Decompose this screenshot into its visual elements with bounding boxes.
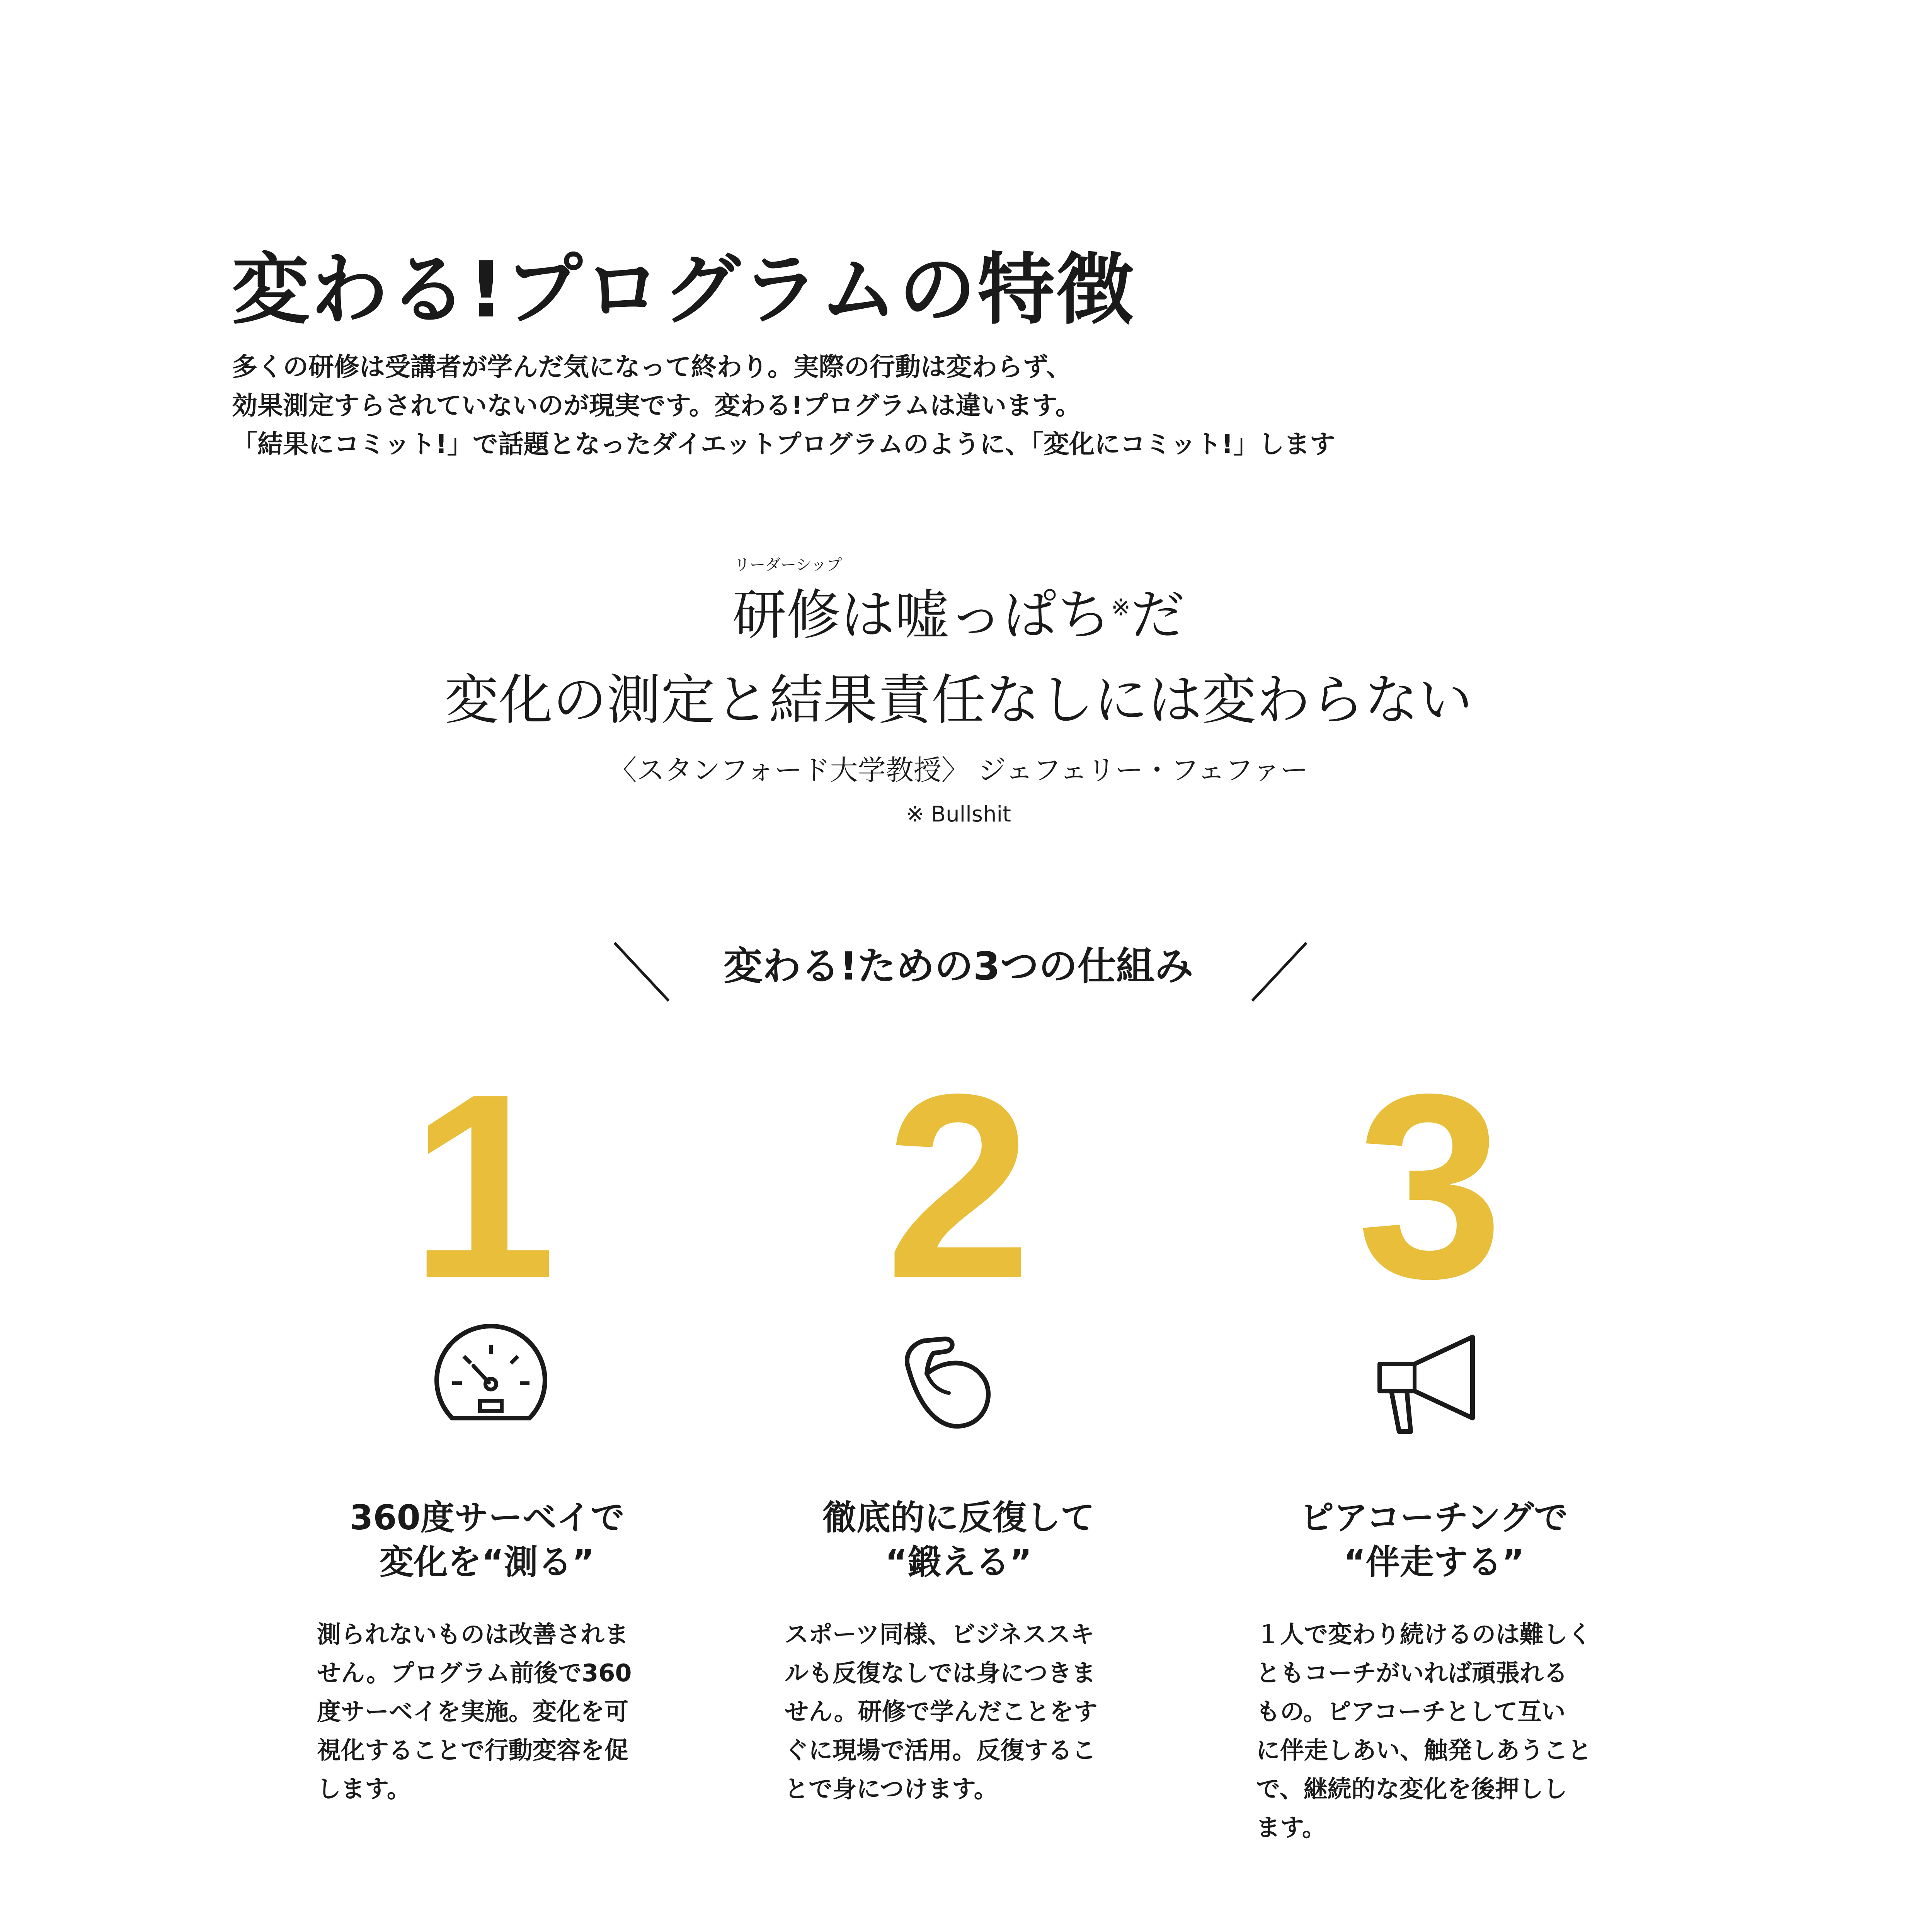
mechanism-body-line: 度サーベイを実施。変化を可 [317,1697,629,1726]
mechanism-body-1 [317,1615,688,1808]
mechanism-body-line: で、継続的な変化を後押しし [1256,1775,1567,1803]
quote-footnote: ※ Bullshit [906,802,1011,827]
intro-line: 効果測定すらされていないのが現実です。変わる!プログラムは違います。 [232,391,1081,420]
mechanism-body-line: 視化することで行動変容を促 [317,1736,629,1764]
flexed-arm-icon [897,1321,1020,1445]
mechanisms-title: 変わる!ための3つの仕組み [724,944,1193,989]
mechanism-title-line: 徹底的に反復して [822,1498,1095,1537]
mechanism-body-line: します。 [317,1775,411,1803]
mechanism-body-line: スポーツ同様、ビジネススキ [785,1620,1095,1648]
mechanism-body-2 [785,1615,1156,1808]
mechanism-title-line: 360度サーベイで [349,1498,625,1537]
mechanism-body-line: １人で変わり続けるのは難しく [1256,1620,1592,1648]
megaphone-icon [1368,1321,1492,1445]
mechanism-body-line: 測られないものは改善されま [317,1620,629,1648]
quote-line-1-end: だ [1130,584,1185,647]
intro-line: 多くの研修は受講者が学んだ気になって終わり。実際の行動は変わらず、 [232,352,1072,382]
mechanism-title-line: “伴走する” [1343,1542,1524,1582]
mechanism-body-3 [1256,1615,1627,1847]
speedometer-icon [429,1321,553,1445]
mechanism-title-3 [1241,1495,1627,1584]
mechanism-body-line: ルも反復なしでは身につきま [785,1659,1096,1687]
mechanism-number-3: 3 [1357,1039,1503,1333]
mechanism-number-1: 1 [410,1039,557,1333]
mechanism-body-line: せん。プログラム前後で360 [317,1659,632,1687]
mechanism-title-line: “鍛える” [885,1542,1032,1582]
mechanism-title-2 [765,1495,1152,1584]
intro-text [232,348,1335,464]
heading-right-slash [1248,939,1310,1005]
mechanism-title-line: 変化を“測る” [380,1542,594,1582]
mechanism-body-line: せん。研修で学んだことをす [785,1697,1098,1726]
mechanism-title-line: ピアコーチングで [1300,1498,1568,1537]
mechanism-body-line: に伴走しあい、触発しあうこと [1256,1736,1592,1764]
quote-note-mark: ※ [1111,594,1131,621]
mechanism-title-1 [294,1495,680,1584]
mechanism-body-line: とで身につけます。 [785,1775,998,1803]
mechanism-body-line: ぐに現場で活用。反復するこ [785,1736,1096,1764]
quote-line-1-text: 研修は嘘っぱち [732,584,1111,647]
mechanism-number-2: 2 [885,1039,1032,1333]
intro-line: 「結果にコミット!」で話題となったダイエットプログラムのように、「変化にコミット!」します [232,429,1335,459]
mechanism-body-line: もの。ピアコーチとして互い [1256,1697,1566,1726]
quote-ruby: リーダーシップ [734,556,842,574]
quote-line-2: 変化の測定と結果責任なしには変わらない [444,669,1473,732]
mechanism-body-line: ます。 [1256,1813,1326,1842]
quote-attribution: 〈スタンフォード大学教授〉 ジェフェリー・フェファー [609,754,1308,786]
mechanism-body-line: ともコーチがいれば頑張れる [1256,1659,1568,1687]
page-title: 変わる!プログラムの特徴 [232,245,1136,335]
quote-line-1 [0,572,1917,650]
